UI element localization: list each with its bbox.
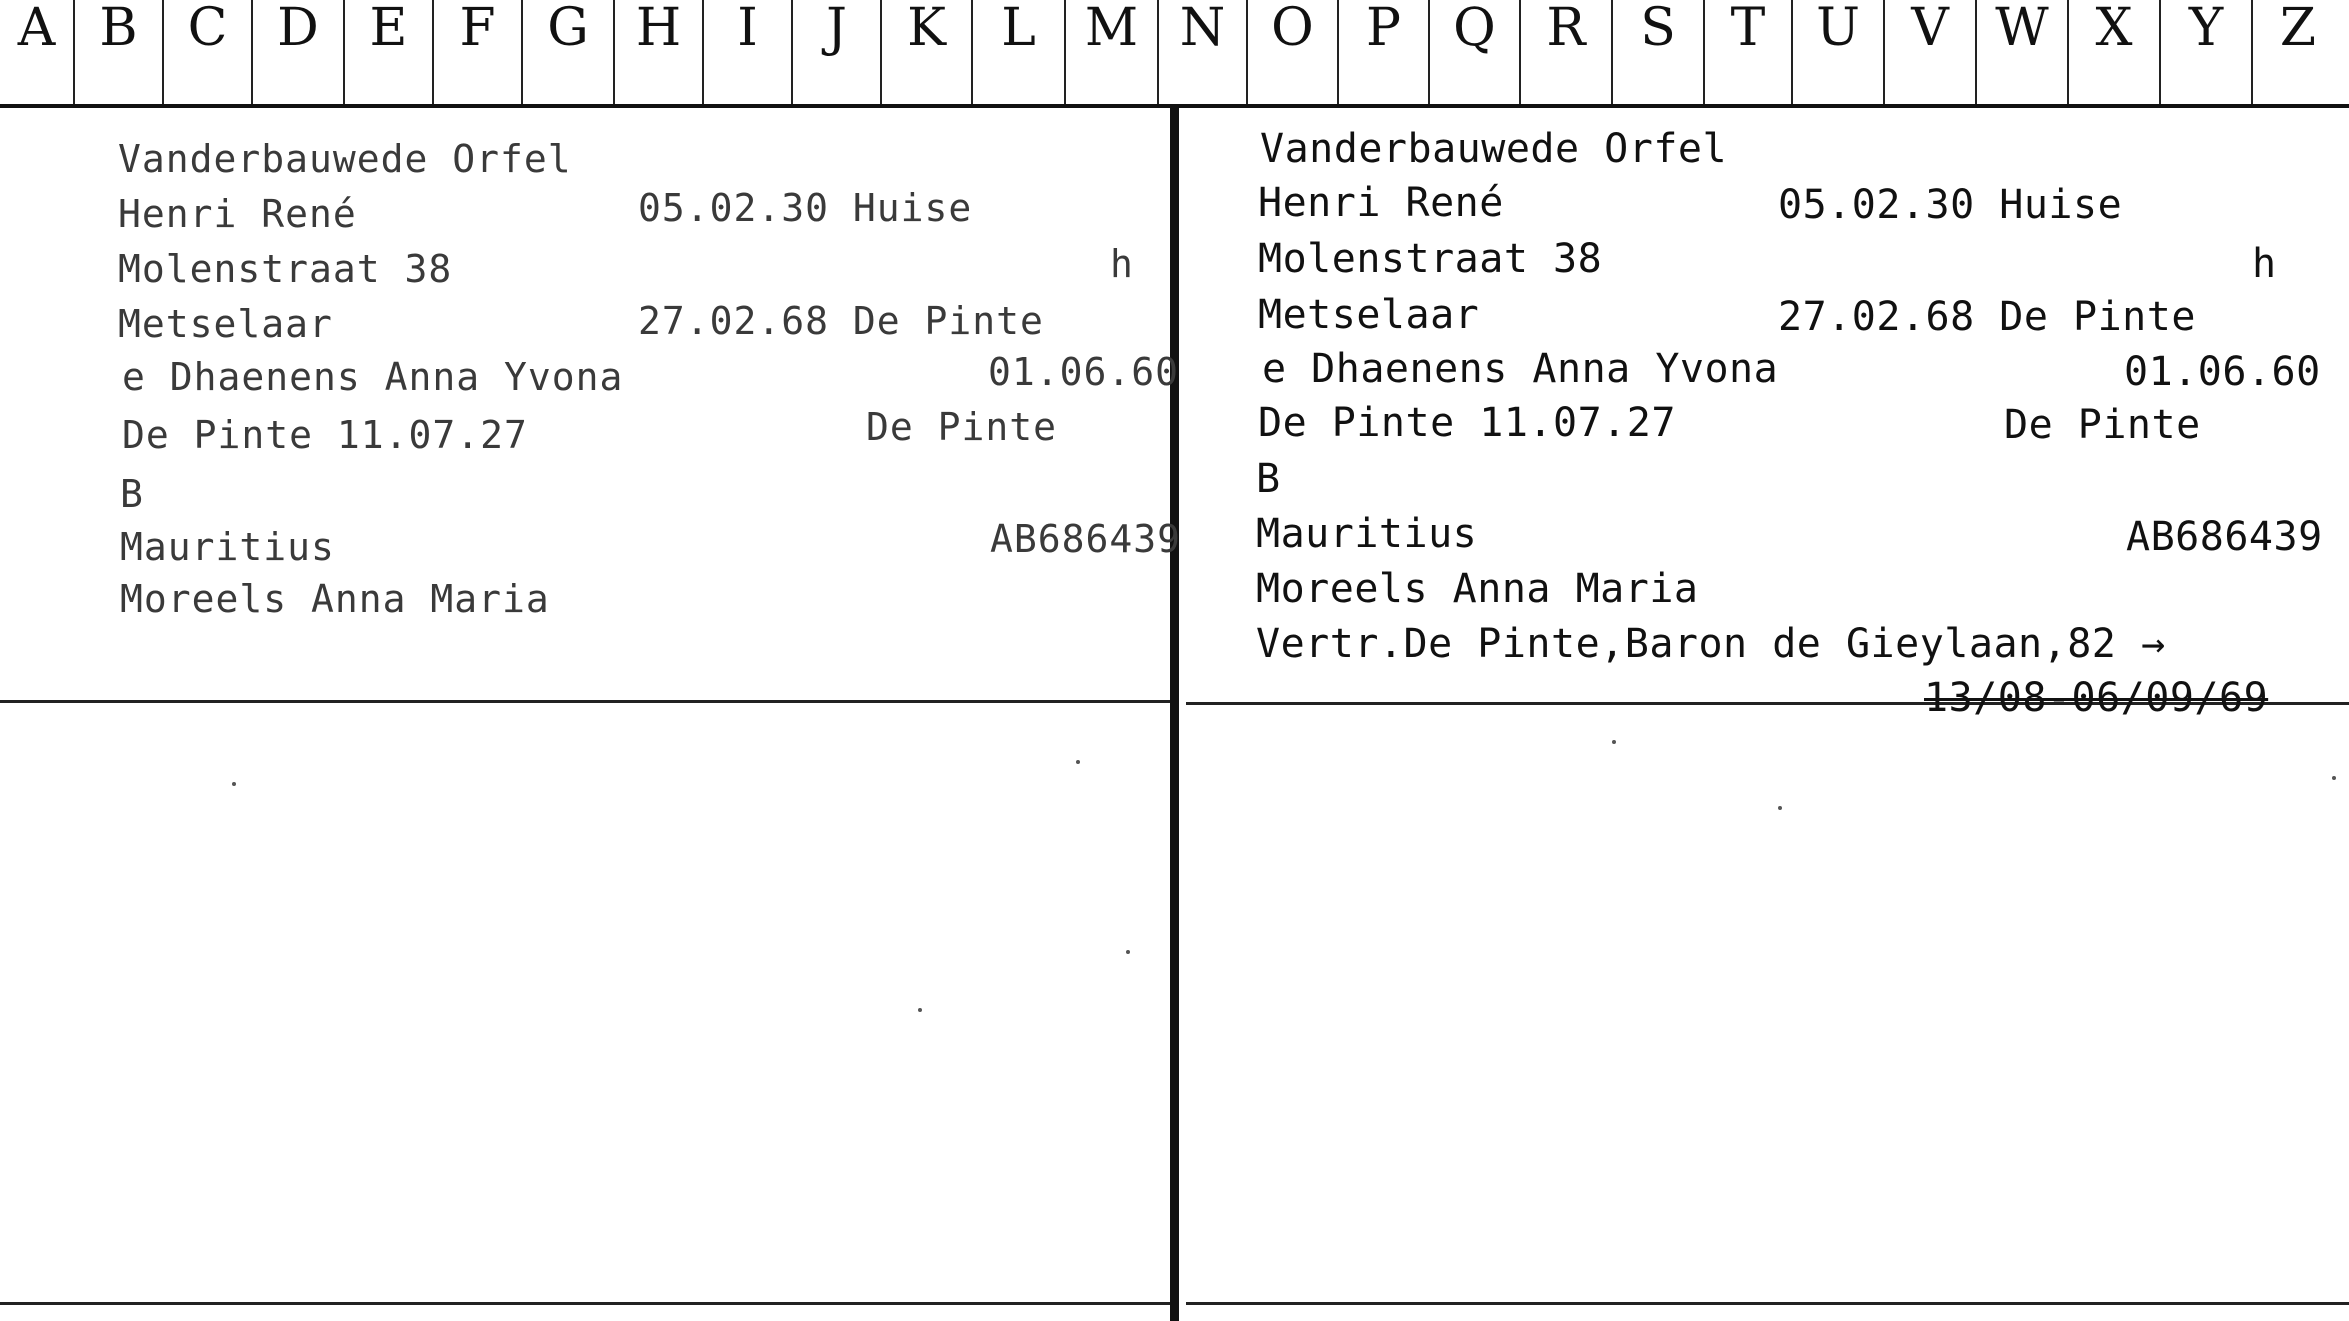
scan-speck xyxy=(918,1008,922,1012)
index-tab-i: I xyxy=(704,0,793,104)
left-address: Molenstraat 38 xyxy=(118,247,453,291)
index-tab-e: E xyxy=(345,0,434,104)
index-tab-p: P xyxy=(1339,0,1430,104)
index-tab-s: S xyxy=(1613,0,1705,104)
right-ship: Mauritius xyxy=(1256,511,1478,557)
index-tab-t: T xyxy=(1705,0,1793,104)
right-code: B xyxy=(1256,456,1281,502)
left-birth: 05.02.30 Huise xyxy=(638,186,973,230)
right-date3: 01.06.60 xyxy=(2124,349,2321,395)
left-date2: 27.02.68 De Pinte xyxy=(638,299,1044,343)
right-date2: 27.02.68 De Pinte xyxy=(1778,294,2196,340)
right-ship-ref: AB686439 xyxy=(2126,514,2323,560)
index-tab-o: O xyxy=(1248,0,1339,104)
left-occupation: Metselaar xyxy=(118,302,333,346)
right-period: 13/08-06/09/69 xyxy=(1924,675,2269,721)
right-address: Molenstraat 38 xyxy=(1258,236,1603,282)
scan-speck xyxy=(1612,740,1616,744)
right-other: Moreels Anna Maria xyxy=(1256,566,1699,612)
index-tab-y: Y xyxy=(2161,0,2253,104)
left-given-names: Henri René xyxy=(118,192,357,236)
index-tab-v: V xyxy=(1885,0,1977,104)
left-date3: 01.06.60 xyxy=(988,350,1180,394)
index-tab-b: B xyxy=(75,0,164,104)
scan-speck xyxy=(1778,806,1782,810)
index-tab-k: K xyxy=(882,0,973,104)
index-tab-d: D xyxy=(253,0,345,104)
right-place3: De Pinte xyxy=(2004,402,2201,448)
center-divider xyxy=(1170,104,1179,1321)
index-tab-q: Q xyxy=(1430,0,1521,104)
left-other: Moreels Anna Maria xyxy=(120,577,550,621)
left-ship: Mauritius xyxy=(120,525,335,569)
right-mark: h xyxy=(2252,241,2277,287)
index-tab-l: L xyxy=(973,0,1066,104)
index-tab-w: W xyxy=(1977,0,2069,104)
index-tab-g: G xyxy=(523,0,615,104)
index-tab-j: J xyxy=(793,0,882,104)
left-name: Vanderbauwede Orfel xyxy=(118,137,572,181)
right-birth: 05.02.30 Huise xyxy=(1778,182,2123,228)
index-tab-r: R xyxy=(1521,0,1613,104)
right-given-names: Henri René xyxy=(1258,180,1504,226)
scan-speck xyxy=(1076,760,1080,764)
left-card-bottom-rule xyxy=(0,1302,1170,1305)
scan-speck xyxy=(2332,776,2336,780)
right-name: Vanderbauwede Orfel xyxy=(1260,126,1728,172)
left-spouse-birth: De Pinte 11.07.27 xyxy=(122,413,528,457)
left-code: B xyxy=(120,472,144,516)
index-tab-n: N xyxy=(1159,0,1248,104)
alphabet-index-row xyxy=(0,0,2349,104)
right-spouse-birth: De Pinte 11.07.27 xyxy=(1258,400,1676,446)
index-tab-f: F xyxy=(434,0,523,104)
index-tab-c: C xyxy=(164,0,253,104)
index-tab-a: A xyxy=(0,0,75,104)
right-spouse: e Dhaenens Anna Yvona xyxy=(1262,346,1779,392)
left-mark: h xyxy=(1110,242,1134,286)
left-spouse: e Dhaenens Anna Yvona xyxy=(122,355,624,399)
scan-speck xyxy=(232,782,236,786)
index-tab-z: Z xyxy=(2279,0,2317,58)
left-card-mid-rule xyxy=(0,700,1170,703)
index-tab-h: H xyxy=(615,0,704,104)
index-tab-m: M xyxy=(1066,0,1159,104)
left-ship-ref: AB686439 xyxy=(990,517,1182,561)
left-place3: De Pinte xyxy=(866,405,1058,449)
right-card-bottom-rule xyxy=(1186,1302,2349,1305)
right-vertrek: Vertr.De Pinte,Baron de Gieylaan,82 → xyxy=(1256,621,2166,667)
index-tab-u: U xyxy=(1793,0,1885,104)
scan-speck xyxy=(1126,950,1130,954)
right-occupation: Metselaar xyxy=(1258,292,1480,338)
index-tab-x: X xyxy=(2069,0,2161,104)
